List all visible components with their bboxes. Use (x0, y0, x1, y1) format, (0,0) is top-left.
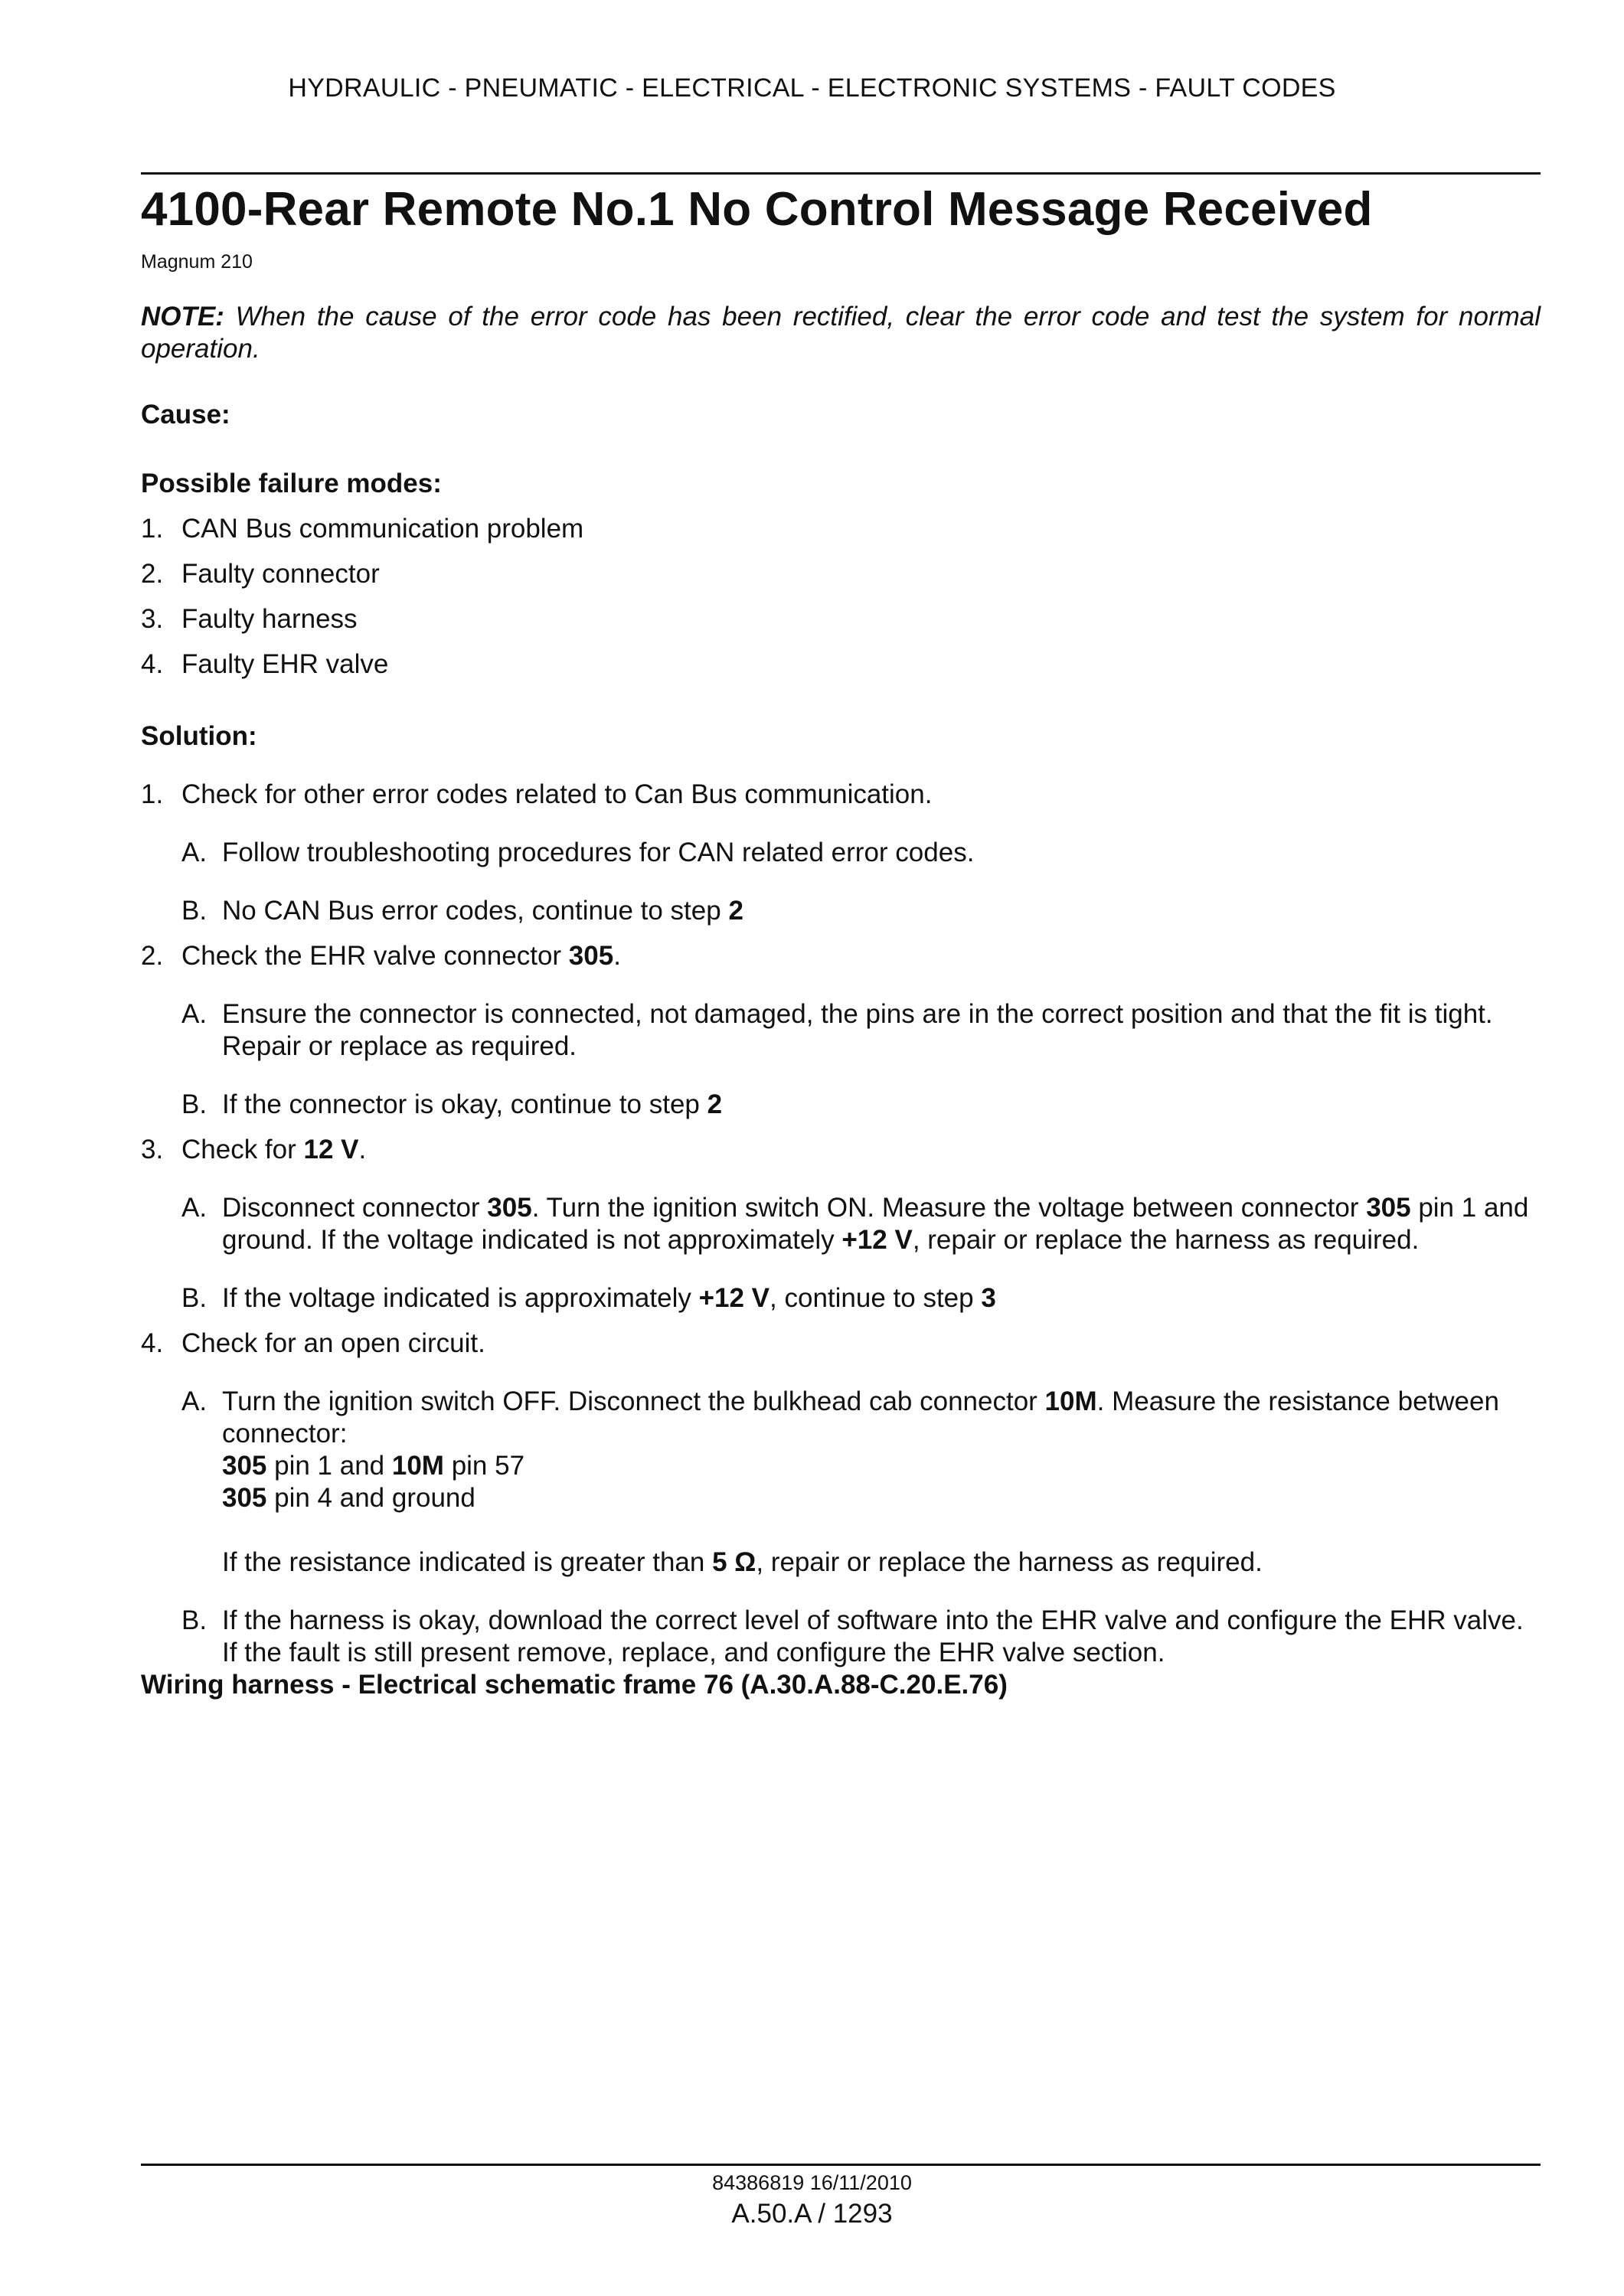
step-3-b: B. If the voltage indicated is approximately +12 V, continue to step 3 (181, 1283, 996, 1313)
list-item: 4. Faulty EHR valve (141, 649, 389, 679)
solution-step-4: 4. Check for an open circuit. A. Turn the ignition switch OFF. Disconnect the bulkhead cab connector 10M. Measure the resistance between connector: 305 pin 1 and 10M pin 57 305 pin 4 and ground If the resistance indicated is greater than 5 Ω, repair or replace the harness as required. B. If the harness is okay, download the correct level of software into the EHR valve and configure the EHR valve. If the fault is still present remove, replace, and configure the EHR valve section. (141, 1328, 1541, 1669)
step-1-text: Check for other error codes related to Can Bus communication. (181, 779, 933, 809)
running-header: HYDRAULIC - PNEUMATIC - ELECTRICAL - ELECTRONIC SYSTEMS - FAULT CODES (288, 73, 1336, 103)
header-rule (141, 172, 1541, 175)
voltage-ref: 12 V (303, 1135, 359, 1164)
solution-step-2: 2. Check the EHR valve connector 305. A. Ensure the connector is connected, not damaged, the pins are in the correct position and that the fit is tight. Repair or replace as required. B. If the connector is okay, continue to step 2 (141, 940, 1541, 1121)
step-1-b: B. No CAN Bus error codes, continue to step 2 (181, 896, 743, 926)
step-ref: 2 (728, 896, 743, 926)
failure-modes-list (141, 513, 1541, 681)
step-1-a: A. Follow troubleshooting procedures for CAN related error codes. (181, 838, 975, 867)
footer-rule (141, 2164, 1541, 2166)
note-text: When the cause of the error code has been rectified, clear the error code and test the system for normal operation. (141, 302, 1541, 364)
resistance-note: If the resistance indicated is greater than 5 Ω, repair or replace the harness as required. (222, 1547, 1263, 1577)
step-ref: 2 (707, 1089, 723, 1119)
model-label: Magnum 210 (141, 251, 253, 273)
list-item: 3. Faulty harness (141, 604, 358, 634)
failure-modes-heading: Possible failure modes: (141, 469, 442, 498)
note-label: NOTE: (141, 302, 224, 331)
cause-heading: Cause: (141, 400, 230, 429)
measurement-line-2: 305 pin 4 and ground (222, 1483, 475, 1513)
list-item: 2. Faulty connector (141, 559, 380, 589)
note-paragraph (141, 301, 1541, 365)
connector-ref: 305 (568, 941, 614, 971)
page-title: 4100-Rear Remote No.1 No Control Message Received (141, 183, 1373, 236)
footer-doc-info: 84386819 16/11/2010 (712, 2171, 912, 2194)
step-2-b: B. If the connector is okay, continue to step 2 (181, 1089, 723, 1119)
solution-step-1: 1. Check for other error codes related to Can Bus communication. A. Follow troubleshooting procedures for CAN related error codes. B. No CAN Bus error codes, continue to step 2 (141, 779, 1541, 927)
footer-page-number: A.50.A / 1293 (731, 2199, 893, 2229)
solution-step-3: 3. Check for 12 V. A. Disconnect connector 305. Turn the ignition switch ON. Measure the voltage between connector 305 pin 1 and ground. If the voltage indicated is not approximately +12 V, repair or replace the harness as required. B. If the voltage indicated is approximately +12 V, continue to step 3 (141, 1134, 1541, 1315)
step-4-b: B. If the harness is okay, download the correct level of software into the EHR valve and configure the EHR valve. If the fault is still present remove, replace, and configure the EHR valve section. (181, 1605, 1524, 1667)
document-body (141, 179, 1541, 1701)
measurement-line-1: 305 pin 1 and 10M pin 57 (222, 1451, 525, 1481)
solution-steps (141, 779, 1541, 1669)
schematic-reference-link[interactable]: Wiring harness - Electrical schematic frame 76 (A.30.A.88-C.20.E.76) (141, 1670, 1008, 1700)
list-item: 1. CAN Bus communication problem (141, 514, 584, 544)
step-4-a: A. Turn the ignition switch OFF. Disconnect the bulkhead cab connector 10M. Measure the resistance between connector: 305 pin 1 and 10M pin 57 305 pin 4 and ground If the resistance indicated is greater than 5 Ω, repair or replace the harness as required. (181, 1386, 1541, 1579)
step-2-a: A. Ensure the connector is connected, not damaged, the pins are in the correct position and that the fit is tight. Repair or replace as required. (181, 999, 1493, 1061)
step-ref: 3 (981, 1283, 996, 1313)
step-3-a: A. Disconnect connector 305. Turn the ignition switch ON. Measure the voltage between connector 305 pin 1 and ground. If the voltage indicated is not approximately +12 V, repair or replace the harness as required. (181, 1193, 1529, 1255)
solution-heading: Solution: (141, 721, 257, 751)
